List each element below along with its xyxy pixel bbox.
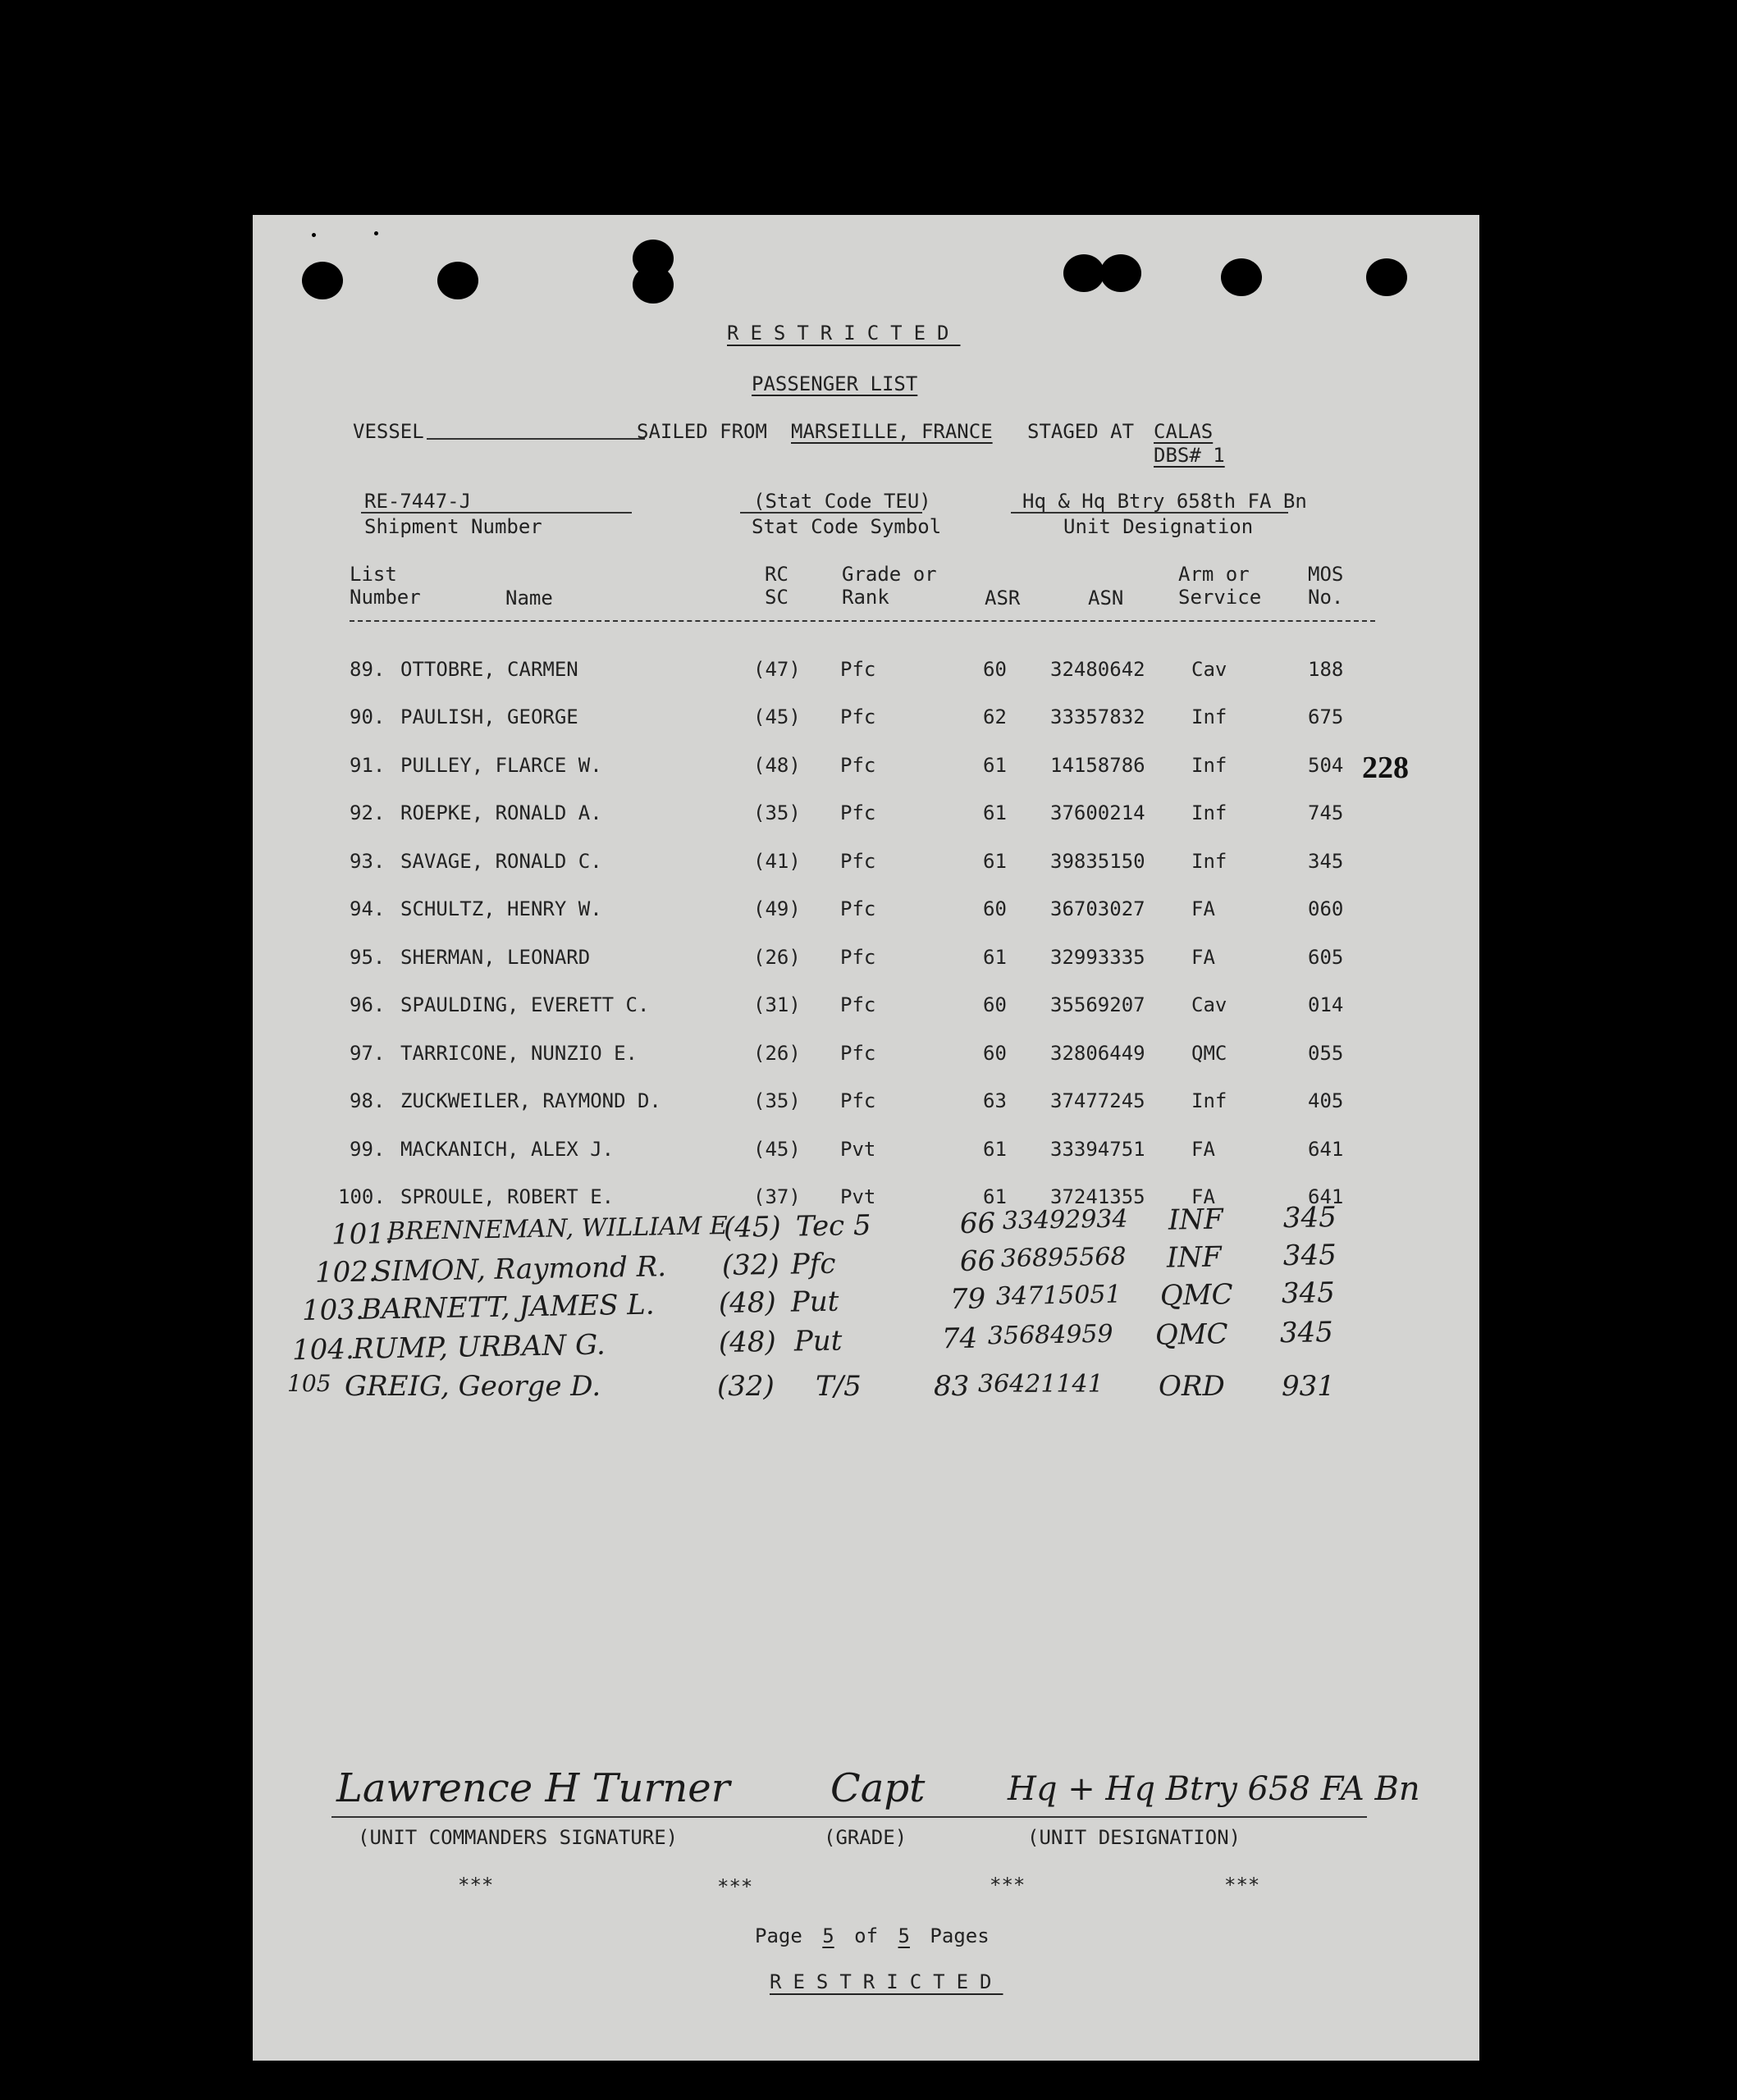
row-name: SAVAGE, RONALD C. bbox=[400, 850, 602, 873]
table-row bbox=[253, 850, 1479, 883]
row-asr: 61 bbox=[983, 754, 1007, 777]
table-row bbox=[253, 801, 1479, 834]
row-arm: Inf bbox=[1191, 850, 1227, 873]
row-number: 96. bbox=[350, 993, 386, 1016]
row-arm: INF bbox=[1168, 1203, 1224, 1237]
row-asr: 61 bbox=[983, 801, 1007, 824]
row-number: 95. bbox=[350, 946, 386, 969]
row-number: 91. bbox=[350, 754, 386, 777]
commander-unit: Hq + Hq Btry 658 FA Bn bbox=[1008, 1770, 1420, 1808]
staged-at-value: CALAS bbox=[1154, 420, 1214, 443]
unit-designation-value: Hq & Hq Btry 658th FA Bn bbox=[1022, 490, 1307, 513]
col-asn: ASN bbox=[1088, 587, 1124, 609]
handwritten-row bbox=[253, 1370, 1479, 1408]
row-rc: (48) bbox=[718, 1285, 777, 1321]
row-mos: 055 bbox=[1308, 1042, 1344, 1065]
row-arm: INF bbox=[1166, 1240, 1223, 1275]
row-arm: FA bbox=[1191, 946, 1215, 969]
stat-code-label: Stat Code Symbol bbox=[752, 515, 942, 538]
col-mos: MOS No. bbox=[1308, 563, 1344, 609]
row-number: 92. bbox=[350, 801, 386, 824]
row-asr: 60 bbox=[983, 658, 1007, 681]
header-divider bbox=[350, 620, 1375, 622]
row-asn: 35684959 bbox=[987, 1319, 1113, 1351]
row-asn: 32993335 bbox=[1050, 946, 1145, 969]
row-mos: 605 bbox=[1308, 946, 1344, 969]
table-row bbox=[253, 897, 1479, 930]
row-mos: 014 bbox=[1308, 993, 1344, 1016]
commander-grade: Capt bbox=[830, 1765, 926, 1811]
punch-hole bbox=[437, 262, 478, 299]
row-asr: 66 bbox=[959, 1244, 996, 1278]
row-name: SIMON, Raymond R. bbox=[372, 1250, 667, 1289]
row-mos: 641 bbox=[1308, 1185, 1344, 1208]
row-rc: (32) bbox=[721, 1248, 780, 1283]
row-asn: 36703027 bbox=[1050, 897, 1145, 920]
signature-line bbox=[331, 1816, 1367, 1818]
row-rc: (31) bbox=[753, 993, 801, 1016]
row-arm: Cav bbox=[1191, 658, 1227, 681]
speck bbox=[312, 233, 316, 237]
row-number: 103. bbox=[301, 1293, 365, 1327]
row-number: 104. bbox=[291, 1332, 355, 1367]
row-name: SPAULDING, EVERETT C. bbox=[400, 993, 650, 1016]
restricted-heading-top: RESTRICTED bbox=[727, 322, 961, 345]
row-asr: 60 bbox=[983, 1042, 1007, 1065]
row-grade: Pfc bbox=[840, 897, 876, 920]
sailed-from-value: MARSEILLE, FRANCE bbox=[791, 420, 993, 443]
grade-label: (GRADE) bbox=[824, 1826, 907, 1849]
row-arm: FA bbox=[1191, 897, 1215, 920]
row-rc: (26) bbox=[753, 946, 801, 969]
document-page bbox=[253, 215, 1479, 2061]
row-name: BRENNEMAN, WILLIAM E bbox=[386, 1211, 729, 1247]
document-title: PASSENGER LIST bbox=[752, 372, 918, 395]
row-number: 105 bbox=[287, 1370, 331, 1397]
row-asr: 60 bbox=[983, 993, 1007, 1016]
row-mos: 405 bbox=[1308, 1089, 1344, 1112]
vessel-blank-line bbox=[427, 438, 645, 440]
row-name: GREIG, George D. bbox=[345, 1370, 601, 1403]
row-name: SCHULTZ, HENRY W. bbox=[400, 897, 602, 920]
row-asr: 62 bbox=[983, 705, 1007, 728]
row-name: BARNETT, JAMES L. bbox=[360, 1288, 655, 1326]
row-rc: (35) bbox=[753, 801, 801, 824]
row-grade: Pfc bbox=[840, 754, 876, 777]
punch-hole bbox=[1100, 254, 1141, 292]
row-number: 98. bbox=[350, 1089, 386, 1112]
row-number: 89. bbox=[350, 658, 386, 681]
row-rc: (48) bbox=[718, 1325, 777, 1360]
row-asn: 32806449 bbox=[1050, 1042, 1145, 1065]
row-rc: (45) bbox=[723, 1210, 782, 1245]
row-number: 94. bbox=[350, 897, 386, 920]
row-rc: (37) bbox=[753, 1185, 801, 1208]
row-arm: QMC bbox=[1191, 1042, 1227, 1065]
shipment-number-label: Shipment Number bbox=[364, 515, 542, 538]
col-rc-sc: RC SC bbox=[765, 563, 789, 609]
row-asn: 32480642 bbox=[1050, 658, 1145, 681]
row-asr: 61 bbox=[983, 1138, 1007, 1161]
row-mos: 345 bbox=[1281, 1276, 1336, 1311]
row-mos: 188 bbox=[1308, 658, 1344, 681]
row-grade: Tec 5 bbox=[795, 1208, 871, 1244]
unit-designation-line bbox=[1011, 512, 1288, 514]
table-row bbox=[253, 1138, 1479, 1171]
col-name: Name bbox=[505, 587, 553, 609]
row-asr: 61 bbox=[983, 1185, 1007, 1208]
row-rc: (35) bbox=[753, 1089, 801, 1112]
page-indicator: Page 5 of 5 Pages bbox=[755, 1924, 990, 1947]
row-mos: 641 bbox=[1308, 1138, 1344, 1161]
row-asn: 14158786 bbox=[1050, 754, 1145, 777]
row-name: OTTOBRE, CARMEN bbox=[400, 658, 578, 681]
row-asn: 33357832 bbox=[1050, 705, 1145, 728]
row-name: PULLEY, FLARCE W. bbox=[400, 754, 602, 777]
table-row bbox=[253, 705, 1479, 738]
row-rc: (26) bbox=[753, 1042, 801, 1065]
row-mos: 675 bbox=[1308, 705, 1344, 728]
row-asn: 33492934 bbox=[1002, 1204, 1128, 1236]
col-list-number: List Number bbox=[350, 563, 421, 609]
row-number: 101. bbox=[331, 1217, 395, 1252]
row-mos: 060 bbox=[1308, 897, 1344, 920]
col-arm-service: Arm or Service bbox=[1178, 563, 1262, 609]
row-asr: 61 bbox=[983, 850, 1007, 873]
row-name: SPROULE, ROBERT E. bbox=[400, 1185, 615, 1208]
row-asn: 37477245 bbox=[1050, 1089, 1145, 1112]
row-name: MACKANICH, ALEX J. bbox=[400, 1138, 615, 1161]
unit-designation-label: Unit Designation bbox=[1063, 515, 1254, 538]
row-name: SHERMAN, LEONARD bbox=[400, 946, 591, 969]
table-row bbox=[253, 1089, 1479, 1122]
row-mos: 345 bbox=[1279, 1316, 1334, 1350]
col-grade-rank: Grade or Rank bbox=[842, 563, 937, 609]
row-asr: 66 bbox=[959, 1207, 996, 1240]
separator-stars: *** bbox=[458, 1874, 494, 1897]
row-rc: (41) bbox=[753, 850, 801, 873]
staged-at-label: STAGED AT bbox=[1027, 420, 1135, 443]
row-arm: Inf bbox=[1191, 705, 1227, 728]
row-asr: 60 bbox=[983, 897, 1007, 920]
sailed-from-label: SAILED FROM bbox=[637, 420, 767, 443]
table-row bbox=[253, 993, 1479, 1026]
row-name: ZUCKWEILER, RAYMOND D. bbox=[400, 1089, 661, 1112]
row-asr: 74 bbox=[941, 1322, 978, 1356]
row-asr: 79 bbox=[949, 1282, 986, 1317]
row-grade: Pfc bbox=[840, 705, 876, 728]
row-mos: 345 bbox=[1308, 850, 1344, 873]
row-number: 99. bbox=[350, 1138, 386, 1161]
unit-label: (UNIT DESIGNATION) bbox=[1027, 1826, 1241, 1849]
row-grade: Pfc bbox=[790, 1247, 836, 1281]
col-asr: ASR bbox=[985, 587, 1021, 609]
row-rc: (47) bbox=[753, 658, 801, 681]
separator-stars: *** bbox=[990, 1874, 1026, 1897]
row-asr: 83 bbox=[934, 1370, 970, 1403]
punch-hole bbox=[302, 262, 343, 299]
restricted-heading-bottom: RESTRICTED bbox=[770, 1970, 1003, 1993]
row-rc: (49) bbox=[753, 897, 801, 920]
row-asn: 36895568 bbox=[1000, 1242, 1127, 1274]
row-rc: (48) bbox=[753, 754, 801, 777]
row-number: 93. bbox=[350, 850, 386, 873]
row-name: ROEPKE, RONALD A. bbox=[400, 801, 602, 824]
row-asr: 63 bbox=[983, 1089, 1007, 1112]
row-grade: Pvt bbox=[840, 1185, 876, 1208]
separator-stars: *** bbox=[717, 1875, 753, 1898]
row-arm: QMC bbox=[1159, 1278, 1233, 1312]
row-rc: (45) bbox=[753, 705, 801, 728]
row-grade: Put bbox=[793, 1324, 843, 1358]
row-grade: Put bbox=[790, 1285, 839, 1319]
row-mos: 931 bbox=[1282, 1370, 1335, 1403]
row-grade: Pfc bbox=[840, 946, 876, 969]
row-mos: 345 bbox=[1282, 1238, 1337, 1273]
row-number: 97. bbox=[350, 1042, 386, 1065]
row-asn: 33394751 bbox=[1050, 1138, 1145, 1161]
row-grade: Pfc bbox=[840, 993, 876, 1016]
table-row bbox=[253, 1042, 1479, 1075]
row-arm: Cav bbox=[1191, 993, 1227, 1016]
stat-code-line bbox=[740, 512, 922, 514]
row-rc: (45) bbox=[753, 1138, 801, 1161]
table-row bbox=[253, 658, 1479, 691]
table-row bbox=[253, 754, 1479, 787]
punch-hole bbox=[1366, 258, 1407, 296]
page-stamp-number: 228 bbox=[1362, 751, 1409, 785]
shipment-number-value: RE-7447-J bbox=[364, 490, 472, 513]
row-grade: Pfc bbox=[840, 1089, 876, 1112]
row-asn: 34715051 bbox=[995, 1280, 1122, 1312]
row-asn: 37600214 bbox=[1050, 801, 1145, 824]
punch-hole bbox=[1221, 258, 1262, 296]
punch-hole bbox=[633, 266, 674, 304]
row-arm: FA bbox=[1191, 1185, 1215, 1208]
row-grade: Pfc bbox=[840, 850, 876, 873]
stat-code-value: (Stat Code TEU) bbox=[753, 490, 931, 513]
row-mos: 345 bbox=[1282, 1200, 1337, 1235]
row-mos: 745 bbox=[1308, 801, 1344, 824]
row-arm: Inf bbox=[1191, 801, 1227, 824]
row-name: RUMP, URBAN G. bbox=[352, 1328, 606, 1366]
row-number: 102. bbox=[314, 1255, 378, 1290]
row-grade: T/5 bbox=[816, 1370, 862, 1403]
dbs-number: DBS# 1 bbox=[1154, 444, 1225, 467]
row-grade: Pfc bbox=[840, 1042, 876, 1065]
row-name: TARRICONE, NUNZIO E. bbox=[400, 1042, 638, 1065]
row-arm: Inf bbox=[1191, 754, 1227, 777]
row-asr: 61 bbox=[983, 946, 1007, 969]
punch-hole bbox=[1063, 254, 1104, 292]
row-number: 90. bbox=[350, 705, 386, 728]
signature-label: (UNIT COMMANDERS SIGNATURE) bbox=[358, 1826, 679, 1849]
row-grade: Pvt bbox=[840, 1138, 876, 1161]
row-asn: 39835150 bbox=[1050, 850, 1145, 873]
separator-stars: *** bbox=[1224, 1874, 1260, 1897]
vessel-label: VESSEL bbox=[353, 420, 424, 443]
row-asn: 36421141 bbox=[978, 1370, 1104, 1399]
row-number: 100. bbox=[338, 1185, 386, 1208]
row-mos: 504 bbox=[1308, 754, 1344, 777]
row-arm: Inf bbox=[1191, 1089, 1227, 1112]
row-name: PAULISH, GEORGE bbox=[400, 705, 578, 728]
row-arm: ORD bbox=[1159, 1370, 1225, 1403]
row-arm: FA bbox=[1191, 1138, 1215, 1161]
table-row bbox=[253, 946, 1479, 979]
row-grade: Pfc bbox=[840, 801, 876, 824]
speck bbox=[374, 231, 378, 235]
row-arm: QMC bbox=[1154, 1317, 1228, 1352]
row-rc: (32) bbox=[717, 1370, 775, 1403]
row-asn: 35569207 bbox=[1050, 993, 1145, 1016]
shipment-number-line bbox=[361, 512, 632, 514]
row-grade: Pfc bbox=[840, 658, 876, 681]
commander-signature: Lawrence H Turner bbox=[336, 1765, 730, 1811]
row-asn: 37241355 bbox=[1050, 1185, 1145, 1208]
